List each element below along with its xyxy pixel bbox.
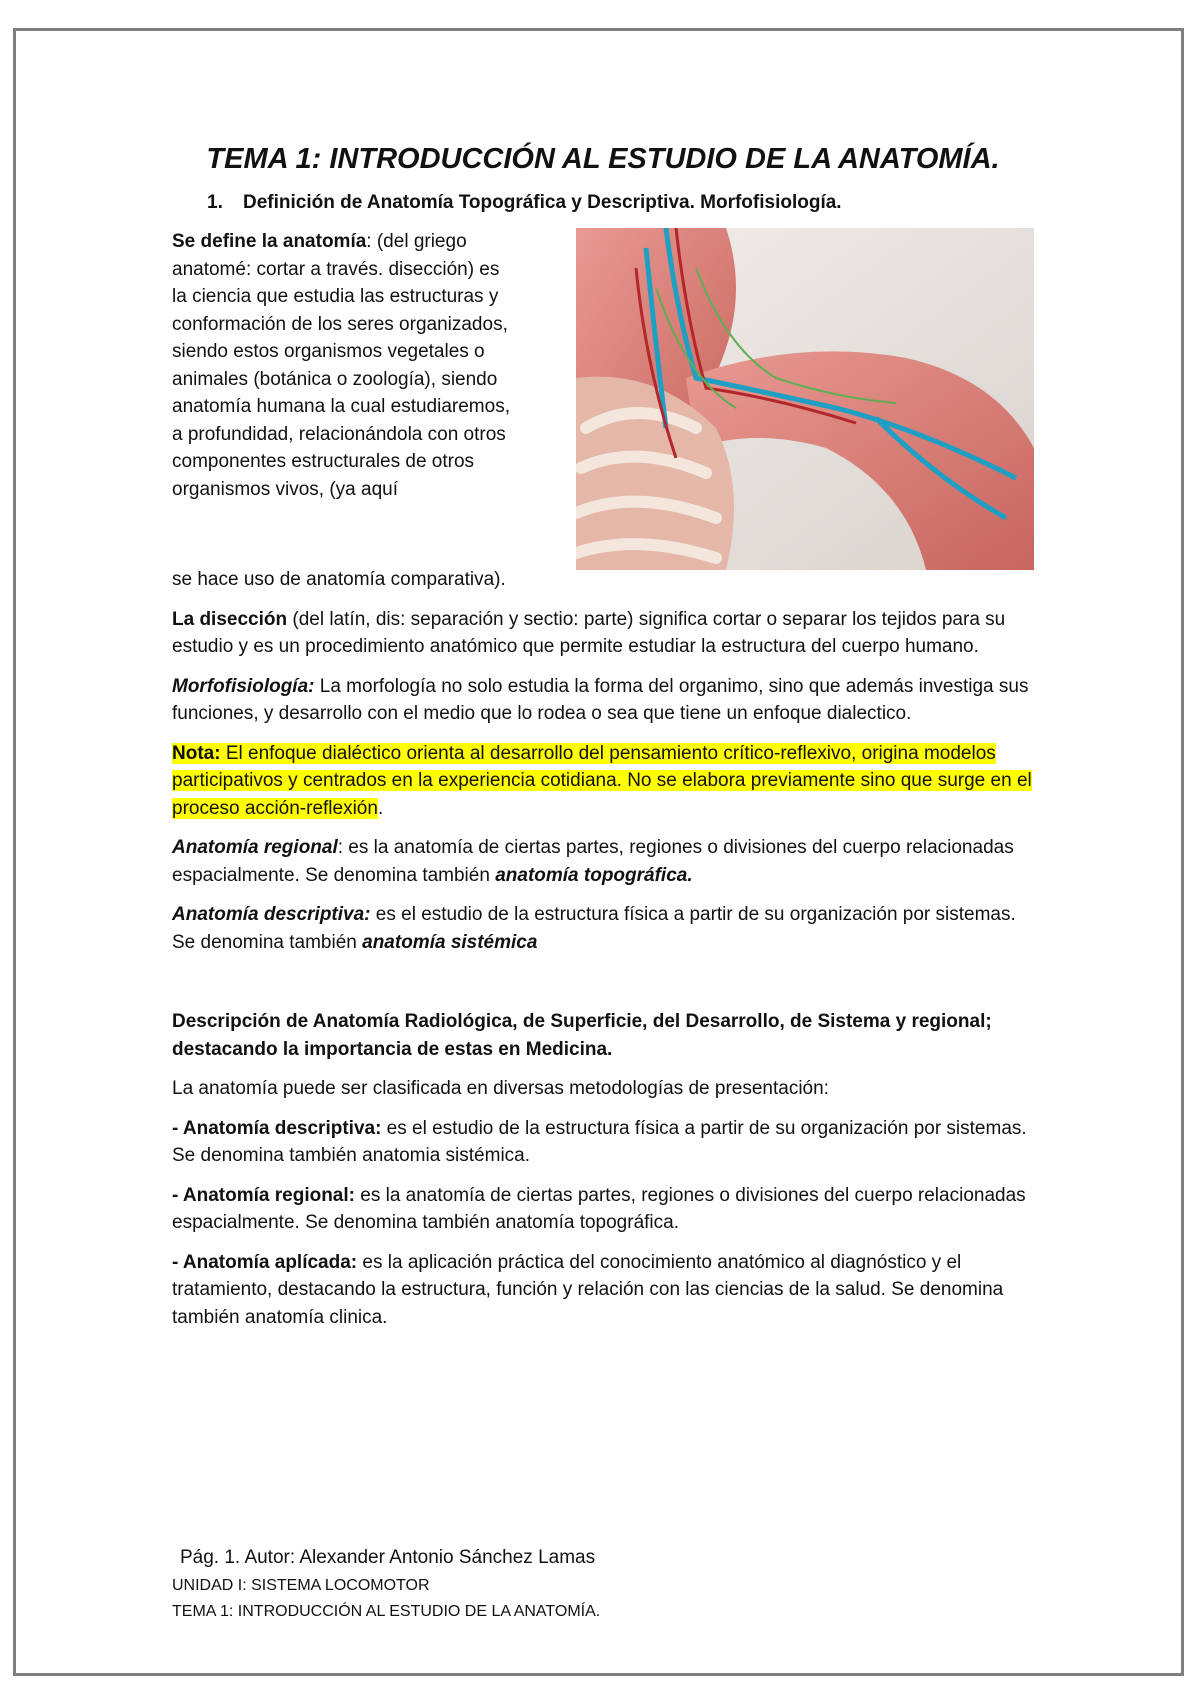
nota-highlight [172, 743, 1032, 819]
footer-page: Pág. 1. Autor: Alexander Antonio Sánchez Lamas [180, 1547, 596, 1568]
section-number: 1. [207, 192, 223, 213]
descriptiva-bold: Anatomía descriptiva: [172, 904, 371, 925]
intro-bold: Se define la anatomía [172, 231, 367, 252]
section-heading-2: Descripción de Anatomía Radiológica, de Superficie, del Desarrollo, de Sistema y regional; destacando la importancia de estas en Medicina. [172, 1011, 992, 1060]
descriptiva-paragraph [172, 901, 1034, 956]
list-item [172, 1182, 1034, 1237]
item-text: es la anatomía de ciertas partes, regiones o divisiones del cuerpo relacionadas espacialmente. Se denomina también anatomía topográfica. [172, 1184, 1026, 1233]
clasif-paragraph: La anatomía puede ser clasificada en diversas metodologías de presentación: [172, 1078, 829, 1099]
diseccion-text: (del latín, dis: separación y sectio: parte) significa cortar o separar los tejidos para su estudio y es un procedimiento anatómico que permite estudiar la estructura del cuerpo humano. [172, 608, 1006, 657]
item-bold: - Anatomía descriptiva: [172, 1117, 382, 1139]
nota-bold: Nota: [172, 742, 221, 764]
regional-text: : es la anatomía de ciertas partes, regiones o divisiones del cuerpo relacionadas espacialmente. Se denomina también [172, 837, 1014, 886]
morfo-bold: Morfofisiología: [172, 675, 315, 697]
regional-em: anatomía topográfica. [495, 864, 693, 886]
section-heading-1 [207, 190, 1034, 216]
item-bold: - Anatomía aplícada: [172, 1251, 358, 1273]
morfo-text: La morfología no solo estudia la forma del organimo, sino que además investiga sus funciones, y desarrollo con el medio que lo rodea o sea que tiene un enfoque dialectico. [172, 675, 1029, 724]
footer-unit: UNIDAD I: SISTEMA LOCOMOTOR [172, 1577, 430, 1594]
item-bold: - Anatomía regional: [172, 1184, 355, 1206]
intro-paragraph [172, 228, 517, 503]
footer-topic: TEMA 1: INTRODUCCIÓN AL ESTUDIO DE LA ANATOMÍA. [172, 1603, 601, 1620]
descriptiva-em: anatomía sistémica [362, 931, 538, 953]
diseccion-paragraph [172, 606, 1034, 661]
nota-paragraph [172, 740, 1034, 823]
item-text: es la aplicación práctica del conocimiento anatómico al diagnóstico y el tratamiento, destacando la estructura, función y relación con las ciencias de la salud. Se denomina también anatomía clinica. [172, 1251, 1004, 1328]
anatomy-illustration-icon [576, 228, 1034, 570]
page-title: TEMA 1: INTRODUCCIÓN AL ESTUDIO DE LA ANATOMÍA. [206, 143, 1000, 175]
descriptiva-text: es el estudio de la estructura física a partir de su organización por sistemas. Se denomina también [172, 904, 1016, 953]
morfo-paragraph [172, 673, 1034, 728]
nota-end: . [377, 797, 384, 819]
page-footer [172, 1547, 600, 1625]
page-content [172, 140, 1034, 1343]
list-item [172, 1115, 1034, 1170]
item-text: es el estudio de la estructura física a partir de su organización por sistemas. Se denomina también anatomia sistémica. [172, 1117, 1027, 1166]
regional-bold: Anatomía regional [172, 837, 338, 858]
regional-paragraph [172, 834, 1034, 889]
intro-block [172, 228, 1034, 578]
diseccion-bold: La disección [172, 608, 288, 630]
section-title: Definición de Anatomía Topográfica y Descriptiva. Morfofisiología. [243, 192, 842, 213]
intro-text: : (del griego anatomé: cortar a través. disección) es la ciencia que estudia las estructuras y conformación de los seres organizados, siendo estos organismos vegetales o animales (botánica o zoología), siendo anatomía humana la cual estudiaremos, a profundidad, relacionándola con otros componentes estructurales de otros organismos vivos, (ya aquí [172, 231, 510, 500]
list-item [172, 1249, 1034, 1332]
intro-tail-text: se hace uso de anatomía comparativa). [172, 569, 506, 590]
nota-text: El enfoque dialéctico orienta al desarrollo del pensamiento crítico-reflexivo, origina modelos participativos y centrados en la experiencia cotidiana. No se elabora previamente sino que surge en el proceso acción-reflexión [172, 742, 1032, 819]
